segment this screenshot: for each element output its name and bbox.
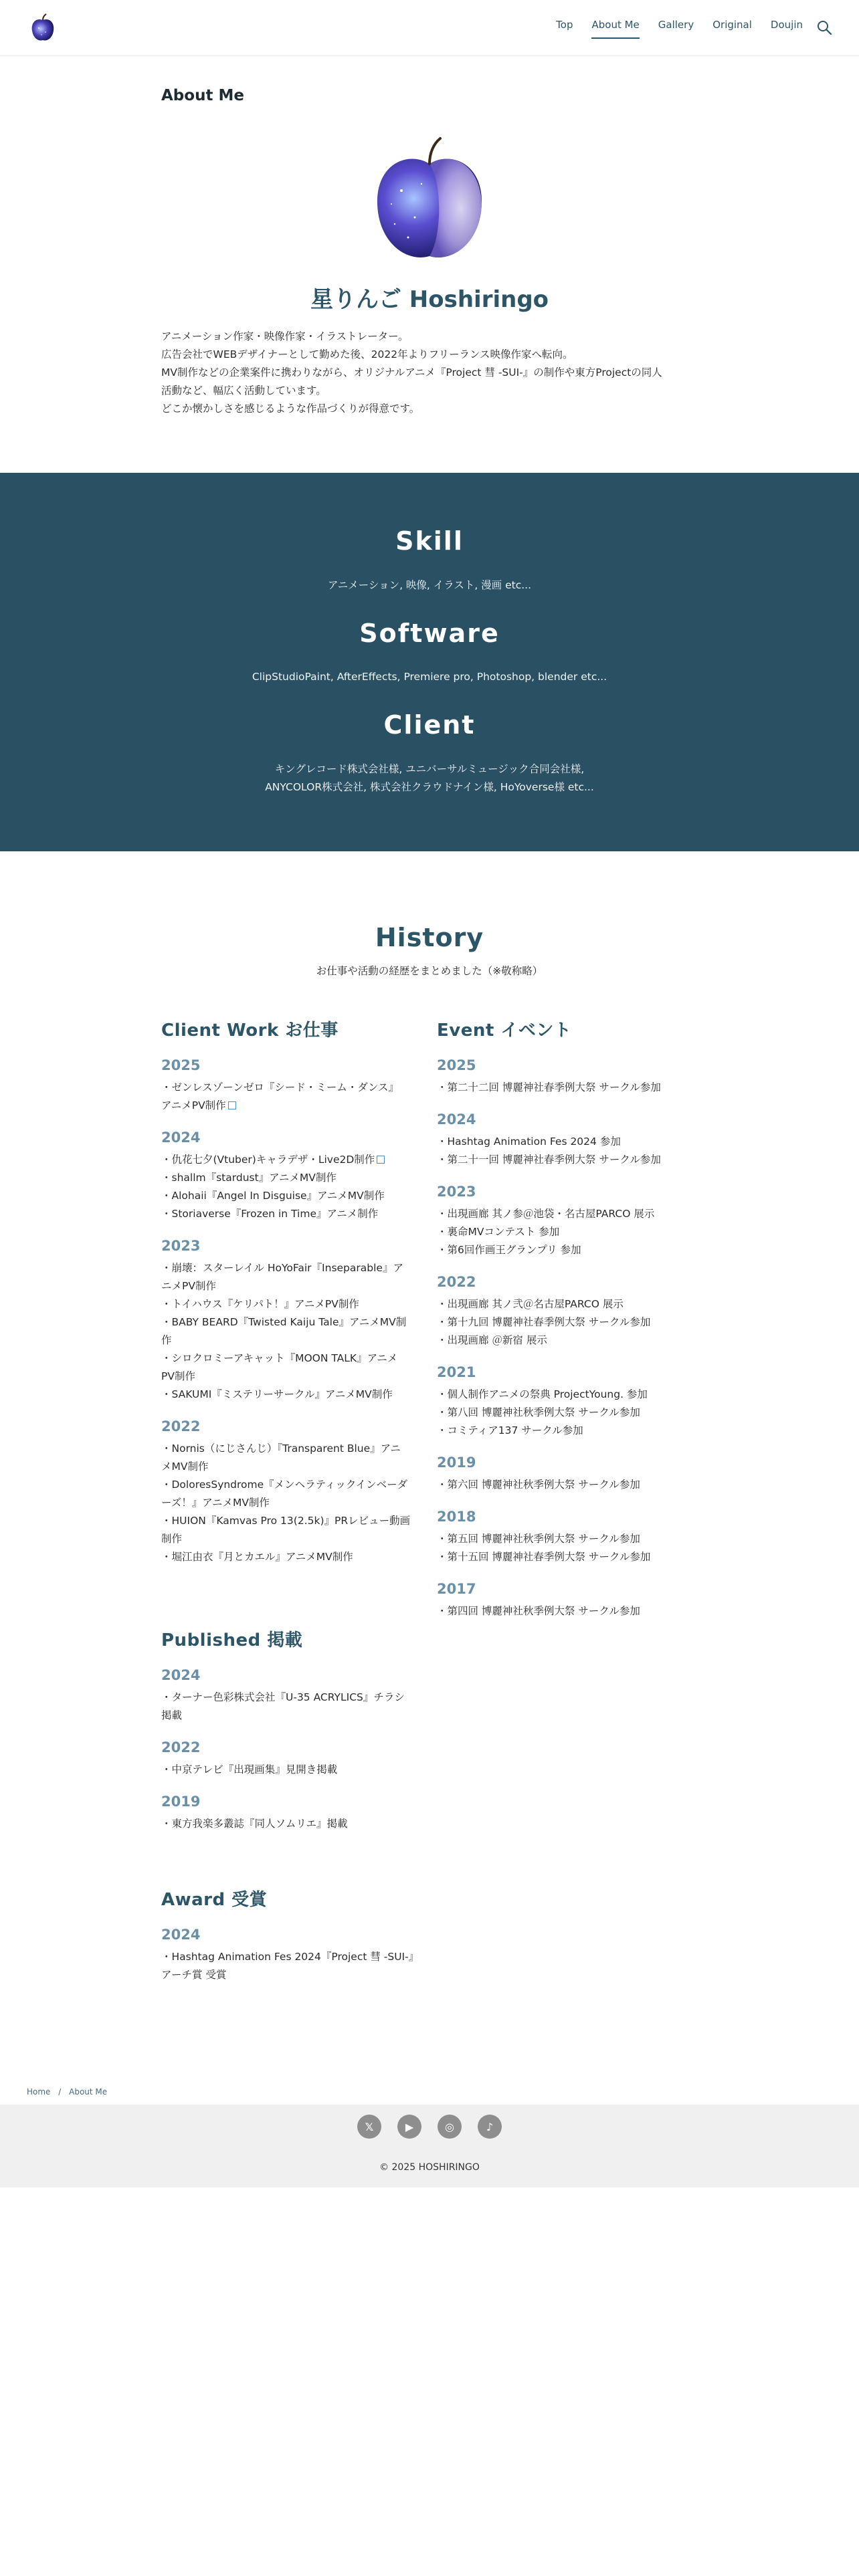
year-label: 2019 — [437, 1455, 476, 1471]
list-item: ・Nornis（にじさんじ）『Transparent Blue』アニ — [161, 1442, 401, 1455]
bio-line: アニメーション作家・映像作家・イラストレーター。 — [161, 330, 409, 342]
x-icon[interactable]: 𝕏 — [357, 2115, 381, 2139]
list-item: ニメPV制作 — [161, 1280, 216, 1292]
year-label: 2024 — [161, 1667, 201, 1683]
nav-about-me[interactable]: About Me — [591, 19, 639, 39]
year-group-2022 — [437, 1274, 704, 1350]
bio-line: 活動など、幅広く活動しています。 — [161, 385, 326, 397]
history-title: History — [375, 923, 484, 952]
copyright: © 2025 HOSHIRINGO — [379, 2162, 480, 2173]
list-item[interactable]: ・仇花七夕(Vtuber)キャラデザ・Live2D制作 — [161, 1151, 429, 1169]
about-heading: About Me — [161, 87, 244, 104]
list-item: ーズ！』アニメMV制作 — [161, 1497, 270, 1509]
tiktok-icon[interactable]: ♪ — [478, 2115, 502, 2139]
apple-logo-icon[interactable] — [27, 12, 59, 44]
list-item: メMV制作 — [161, 1461, 209, 1473]
list-item: 制作 — [161, 1533, 183, 1545]
award-title: Award 受賞 — [161, 1890, 268, 1910]
year-group-2024 — [161, 1667, 429, 1725]
nav-gallery[interactable]: Gallery — [658, 19, 694, 31]
year-label: 2019 — [161, 1794, 201, 1810]
artist-name: 星りんご Hoshiringo — [310, 286, 549, 313]
year-group-2025 — [437, 1057, 704, 1097]
social-links — [0, 2115, 859, 2139]
year-group-2024 — [437, 1111, 704, 1169]
list-item: ・Storiaverse『Frozen in Time』アニメ制作 — [161, 1208, 379, 1220]
list-item: ・個人制作アニメの祭典 ProjectYoung. 参加 — [437, 1388, 648, 1400]
list-item: ・シロクロミーアキャット『MOON TALK』アニメ — [161, 1352, 398, 1364]
client-text-line: ANYCOLOR株式会社, 株式会社クラウドナイン様, HoYoverse様 etc... — [265, 781, 594, 793]
list-item: ・出現画廊 其ノ参＠池袋・名古屋PARCO 展示 — [437, 1208, 655, 1220]
nav-top[interactable]: Top — [556, 19, 573, 31]
year-label: 2018 — [437, 1509, 476, 1525]
skill-text: アニメーション, 映像, イラスト, 漫画 etc... — [327, 579, 532, 591]
list-item: ・第十九回 博麗神社春季例大祭 サークル参加 — [437, 1316, 651, 1328]
list-item: ・HUION『Kamvas Pro 13(2.5k)』PRレビュー動画 — [161, 1515, 411, 1527]
list-item: ・中京テレビ『出現画集』見開き掲載 — [161, 1763, 338, 1776]
year-group-2025 — [161, 1057, 429, 1115]
year-group-2022 — [161, 1418, 429, 1566]
event-section — [437, 1016, 704, 1635]
year-label: 2025 — [161, 1057, 201, 1073]
nav-original[interactable]: Original — [712, 19, 752, 31]
list-item: ・第二十一回 博麗神社春季例大祭 サークル参加 — [437, 1154, 661, 1166]
site-footer — [0, 2105, 859, 2187]
year-label: 2023 — [161, 1238, 201, 1254]
skill-title: Skill — [395, 526, 464, 556]
published-section — [161, 1626, 429, 1848]
search-icon[interactable] — [816, 19, 832, 35]
year-label: 2025 — [437, 1057, 476, 1073]
list-item: ・裏命MVコンテスト 参加 — [437, 1226, 560, 1238]
list-item: 掲載 — [161, 1709, 183, 1721]
year-label: 2024 — [161, 1130, 201, 1146]
list-item: ・ゼンレスゾーンゼロ『シード・ミーム・ダンス』 — [161, 1081, 399, 1093]
list-item: ・東方我楽多叢誌『同人ソムリエ』掲載 — [161, 1818, 348, 1830]
youtube-icon[interactable]: ▶ — [397, 2115, 421, 2139]
year-label: 2023 — [437, 1184, 476, 1200]
list-item: ・出現画廊 其ノ弐＠名古屋PARCO 展示 — [437, 1298, 624, 1310]
external-link-icon[interactable] — [377, 1156, 385, 1164]
year-label: 2024 — [437, 1111, 476, 1128]
profile-apple-image — [368, 137, 491, 264]
site-header — [0, 0, 859, 56]
breadcrumb-home[interactable]: Home — [27, 2087, 51, 2097]
list-item: ・shallm『stardust』アニメMV制作 — [161, 1172, 337, 1184]
client-work-title: Client Work お仕事 — [161, 1021, 339, 1041]
list-item: ・DoloresSyndrome『メンヘラティックインベーダ — [161, 1479, 408, 1491]
published-title: Published 掲載 — [161, 1630, 303, 1650]
year-group-2022 — [161, 1739, 429, 1779]
award-section — [161, 1886, 429, 1999]
year-label: 2022 — [437, 1274, 476, 1290]
list-item: PV制作 — [161, 1370, 195, 1382]
year-group-2019 — [161, 1794, 429, 1833]
bio-line: MV制作などの企業案件に携わりながら、オリジナルアニメ『Project 彗 -SUI-』の制作や東方Projectの同人 — [161, 366, 662, 379]
year-group-2017 — [437, 1581, 704, 1620]
breadcrumb-separator: / — [58, 2087, 62, 2097]
list-item: ・第六回 博麗神社秋季例大祭 サークル参加 — [437, 1479, 640, 1491]
list-item: ・堀江由衣『月とカエル』アニメMV制作 — [161, 1551, 353, 1563]
year-group-2018 — [437, 1509, 704, 1566]
breadcrumb — [27, 2087, 112, 2097]
list-item: ・崩壊：スターレイル HoYoFair『Inseparable』ア — [161, 1262, 403, 1274]
year-group-2021 — [437, 1364, 704, 1440]
year-group-2023 — [437, 1184, 704, 1259]
year-group-2024 — [161, 1130, 429, 1223]
list-item: ・トイハウス『ケリパト！』アニメPV制作 — [161, 1298, 359, 1310]
year-group-2024 — [161, 1927, 429, 1984]
list-item: ・BABY BEARD『Twisted Kaiju Tale』アニメMV制 — [161, 1316, 407, 1328]
skills-band — [0, 473, 859, 851]
nav-doujin[interactable]: Doujin — [770, 19, 803, 31]
list-item: ・出現画廊 ＠新宿 展示 — [437, 1334, 547, 1346]
breadcrumb-current: About Me — [69, 2087, 108, 2097]
list-item[interactable]: アニメPV制作 — [161, 1097, 429, 1115]
main-nav — [556, 19, 803, 39]
year-label: 2022 — [161, 1739, 201, 1755]
year-label: 2024 — [161, 1927, 201, 1943]
year-label: 2021 — [437, 1364, 476, 1380]
external-link-icon[interactable] — [228, 1101, 236, 1109]
client-title: Client — [383, 710, 476, 740]
list-item: ・コミティア137 サークル参加 — [437, 1424, 583, 1436]
client-text-line: キングレコード株式会社様, ユニバーサルミュージック合同会社様, — [274, 763, 585, 775]
year-group-2023 — [161, 1238, 429, 1404]
list-item: ・ターナー色彩株式会社『U-35 ACRYLICS』チラシ — [161, 1691, 405, 1703]
list-item: ・第6回作画王グランプリ 参加 — [437, 1244, 581, 1256]
bio-line: 広告会社でWEBデザイナーとして勤めた後、2022年よりフリーランス映像作家へ転向。 — [161, 348, 573, 360]
year-label: 2017 — [437, 1581, 476, 1597]
list-item: ・第二十二回 博麗神社春季例大祭 サークル参加 — [437, 1081, 661, 1093]
year-label: 2022 — [161, 1418, 201, 1434]
list-item: ・Hashtag Animation Fes 2024『Project 彗 -SUI-』 — [161, 1951, 419, 1963]
instagram-icon[interactable]: ◎ — [438, 2115, 462, 2139]
list-item: ・Alohaii『Angel In Disguise』アニメMV制作 — [161, 1190, 385, 1202]
software-title: Software — [359, 619, 500, 648]
list-item: ・第八回 博麗神社秋季例大祭 サークル参加 — [437, 1406, 640, 1418]
event-title: Event イベント — [437, 1021, 572, 1041]
list-item: ・第四回 博麗神社秋季例大祭 サークル参加 — [437, 1605, 640, 1617]
bio-line: どこか懐かしさを感じるような作品づくりが得意です。 — [161, 403, 420, 415]
history-subtitle: お仕事や活動の経歴をまとめました（※敬称略） — [316, 965, 543, 977]
list-item: 作 — [161, 1334, 172, 1346]
software-text: ClipStudioPaint, AfterEffects, Premiere pro, Photoshop, blender etc... — [252, 671, 607, 683]
year-group-2019 — [437, 1455, 704, 1494]
bio-text — [161, 328, 698, 418]
list-item: ・SAKUMI『ミステリーサークル』アニメMV制作 — [161, 1388, 393, 1400]
client-work-section — [161, 1016, 429, 1581]
list-item: ・第十五回 博麗神社春季例大祭 サークル参加 — [437, 1551, 651, 1563]
list-item: ・Hashtag Animation Fes 2024 参加 — [437, 1136, 621, 1148]
list-item: アーチ賞 受賞 — [161, 1969, 227, 1981]
list-item: ・第五回 博麗神社秋季例大祭 サークル参加 — [437, 1533, 640, 1545]
